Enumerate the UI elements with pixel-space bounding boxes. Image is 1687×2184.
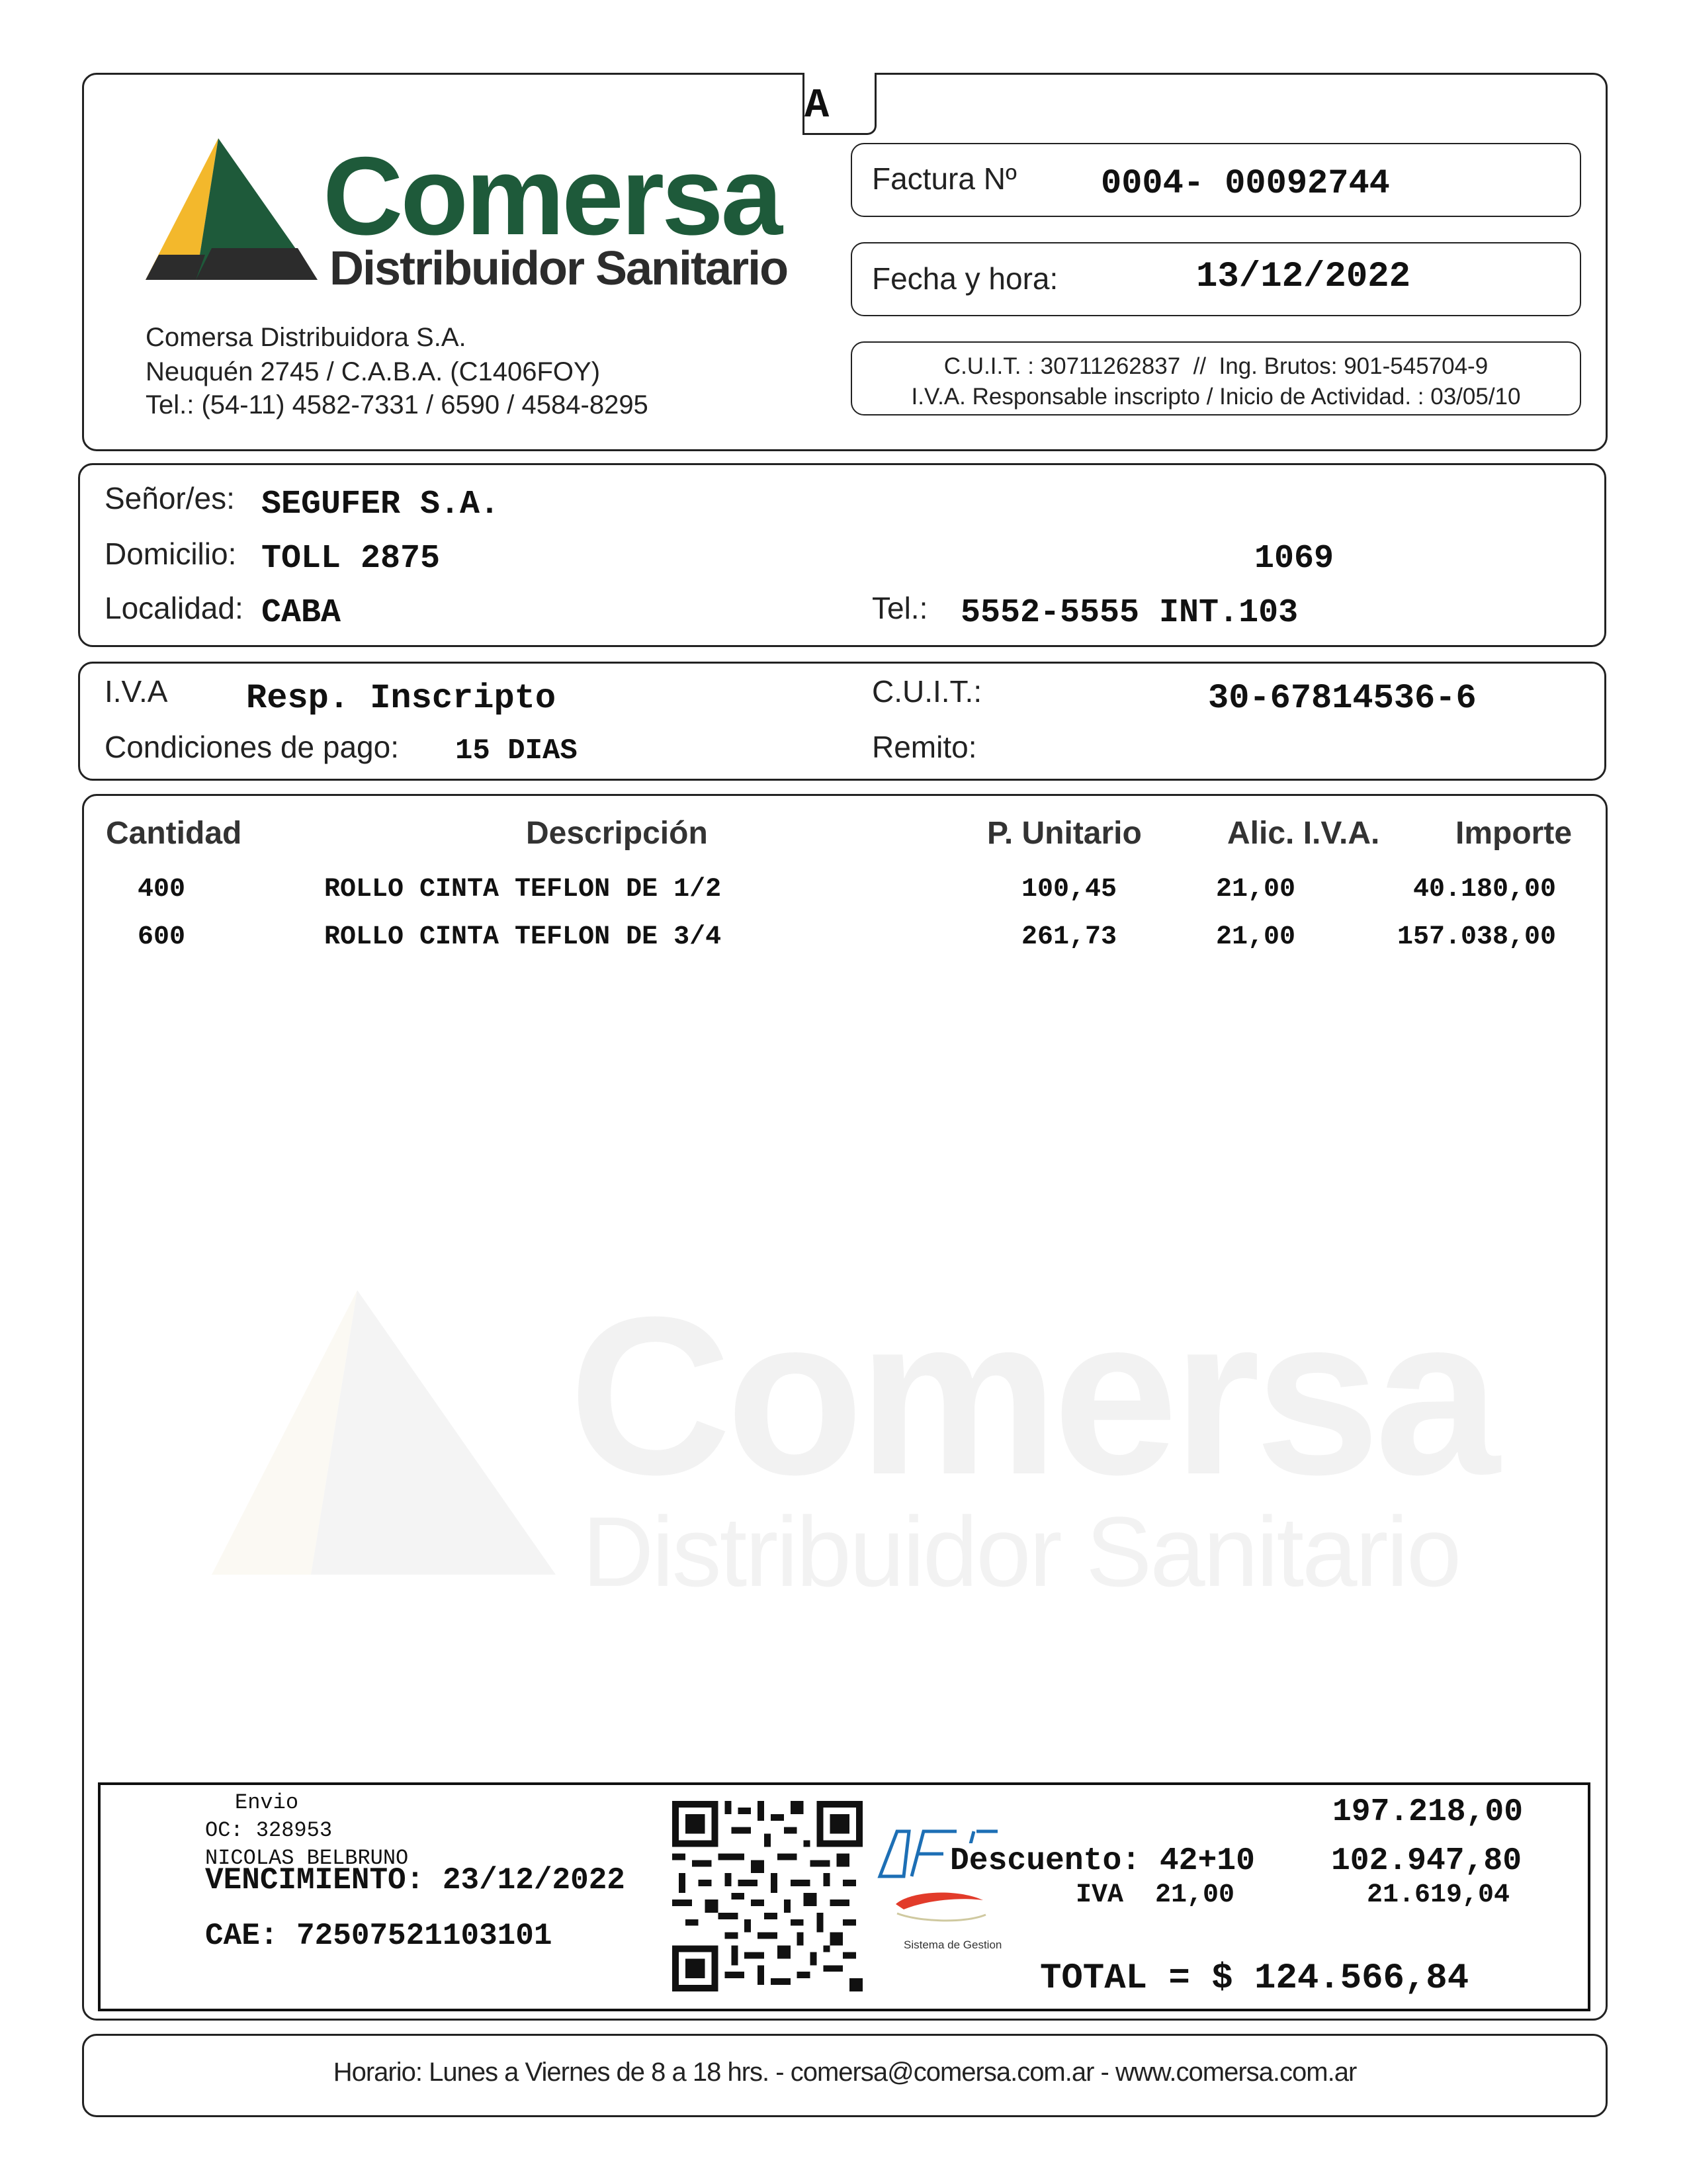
discount-amount: 102.947,80 xyxy=(1330,1843,1522,1879)
row-iva-rate: 21,00 xyxy=(1215,875,1295,904)
remito-label: Remito: xyxy=(872,730,977,764)
row-qty: 600 xyxy=(138,922,186,952)
due-date: VENCIMIENTO: 23/12/2022 xyxy=(205,1863,625,1898)
customer-city: CABA xyxy=(261,594,341,632)
payment-value: 15 DIAS xyxy=(455,734,578,767)
logo-subtitle: Distribuidor Sanitario xyxy=(329,242,788,295)
col-header-amount: Importe xyxy=(1455,816,1573,851)
row-iva-rate: 21,00 xyxy=(1215,922,1295,952)
invoice-type-letter: A xyxy=(804,82,830,129)
table-row xyxy=(0,875,1687,908)
company-address: Neuquén 2745 / C.A.B.A. (C1406FOY) xyxy=(146,357,601,386)
comersa-logo-icon xyxy=(139,136,324,294)
col-header-qty: Cantidad xyxy=(106,816,242,851)
watermark-name: Comersa xyxy=(569,1270,1495,1522)
row-desc: ROLLO CINTA TEFLON DE 1/2 xyxy=(324,875,722,904)
customer-phone-label: Tel.: xyxy=(872,591,928,625)
payment-label: Condiciones de pago: xyxy=(105,730,399,764)
cuit-label: C.U.I.T.: xyxy=(872,674,982,709)
company-legal-name: Comersa Distribuidora S.A. xyxy=(146,323,466,352)
customer-phone: 5552-5555 INT.103 xyxy=(961,594,1299,632)
logo-watermark xyxy=(198,1270,1495,1608)
watermark-triangle-icon xyxy=(198,1290,569,1581)
row-amount: 157.038,00 xyxy=(1397,922,1556,952)
company-tax-line-2: I.V.A. Responsable inscripto / Inicio de Actividad. : 03/05/10 xyxy=(911,384,1521,410)
iva-total-amount: 21.619,04 xyxy=(1366,1880,1510,1910)
company-phone: Tel.: (54-11) 4582-7331 / 6590 / 4584-8295 xyxy=(146,390,648,419)
subtotal-amount: 197.218,00 xyxy=(1332,1794,1523,1830)
iva-label: I.V.A xyxy=(105,674,168,709)
col-header-unit: P. Unitario xyxy=(987,816,1142,851)
cae-number: CAE: 72507521103101 xyxy=(205,1919,552,1953)
page-footer-text: Horario: Lunes a Viernes de 8 a 18 hrs. - comersa@comersa.com.ar - www.comersa.com.ar xyxy=(333,2058,1357,2087)
invoice-number-label: Factura Nº xyxy=(872,161,1017,196)
contact-name: NICOLAS BELBRUNO xyxy=(205,1846,409,1870)
afip-swoosh-icon xyxy=(890,1887,990,1929)
customer-address-label: Domicilio: xyxy=(105,537,237,571)
qr-code-icon xyxy=(672,1801,863,1991)
envio-label: Envio xyxy=(235,1790,299,1815)
customer-name-label: Señor/es: xyxy=(105,481,235,515)
customer-postal-code: 1069 xyxy=(1254,540,1334,578)
invoice-date: 13/12/2022 xyxy=(1196,257,1411,297)
afip-caption: Sistema de Gestion xyxy=(904,1939,1002,1951)
customer-name: SEGUFER S.A. xyxy=(261,486,500,523)
row-amount: 40.180,00 xyxy=(1412,875,1556,904)
discount-label: Descuento: 42+10 xyxy=(950,1843,1255,1879)
row-unit-price: 100,45 xyxy=(1021,875,1117,904)
iva-value: Resp. Inscripto xyxy=(246,679,556,718)
row-unit-price: 261,73 xyxy=(1021,922,1117,952)
table-row xyxy=(0,922,1687,955)
customer-address: TOLL 2875 xyxy=(261,540,441,578)
grand-total: TOTAL = $ 124.566,84 xyxy=(1040,1958,1469,1999)
invoice-number: 0004- 00092744 xyxy=(1101,164,1390,203)
customer-city-label: Localidad: xyxy=(105,591,243,625)
row-desc: ROLLO CINTA TEFLON DE 3/4 xyxy=(324,922,722,952)
invoice-date-label: Fecha y hora: xyxy=(872,261,1059,296)
company-tax-line-1: C.U.I.T. : 30711262837 // Ing. Brutos: 901-545704-9 xyxy=(943,353,1489,379)
logo-name: Comersa xyxy=(323,134,781,258)
col-header-iva: Alic. I.V.A. xyxy=(1227,816,1380,851)
row-qty: 400 xyxy=(138,875,186,904)
iva-total-label: IVA 21,00 xyxy=(1076,1880,1235,1910)
cuit-value: 30-67814536-6 xyxy=(1208,679,1477,718)
purchase-order: OC: 328953 xyxy=(205,1818,333,1843)
col-header-desc: Descripción xyxy=(526,816,708,851)
watermark-subtitle: Distribuidor Sanitario xyxy=(582,1496,1460,1607)
